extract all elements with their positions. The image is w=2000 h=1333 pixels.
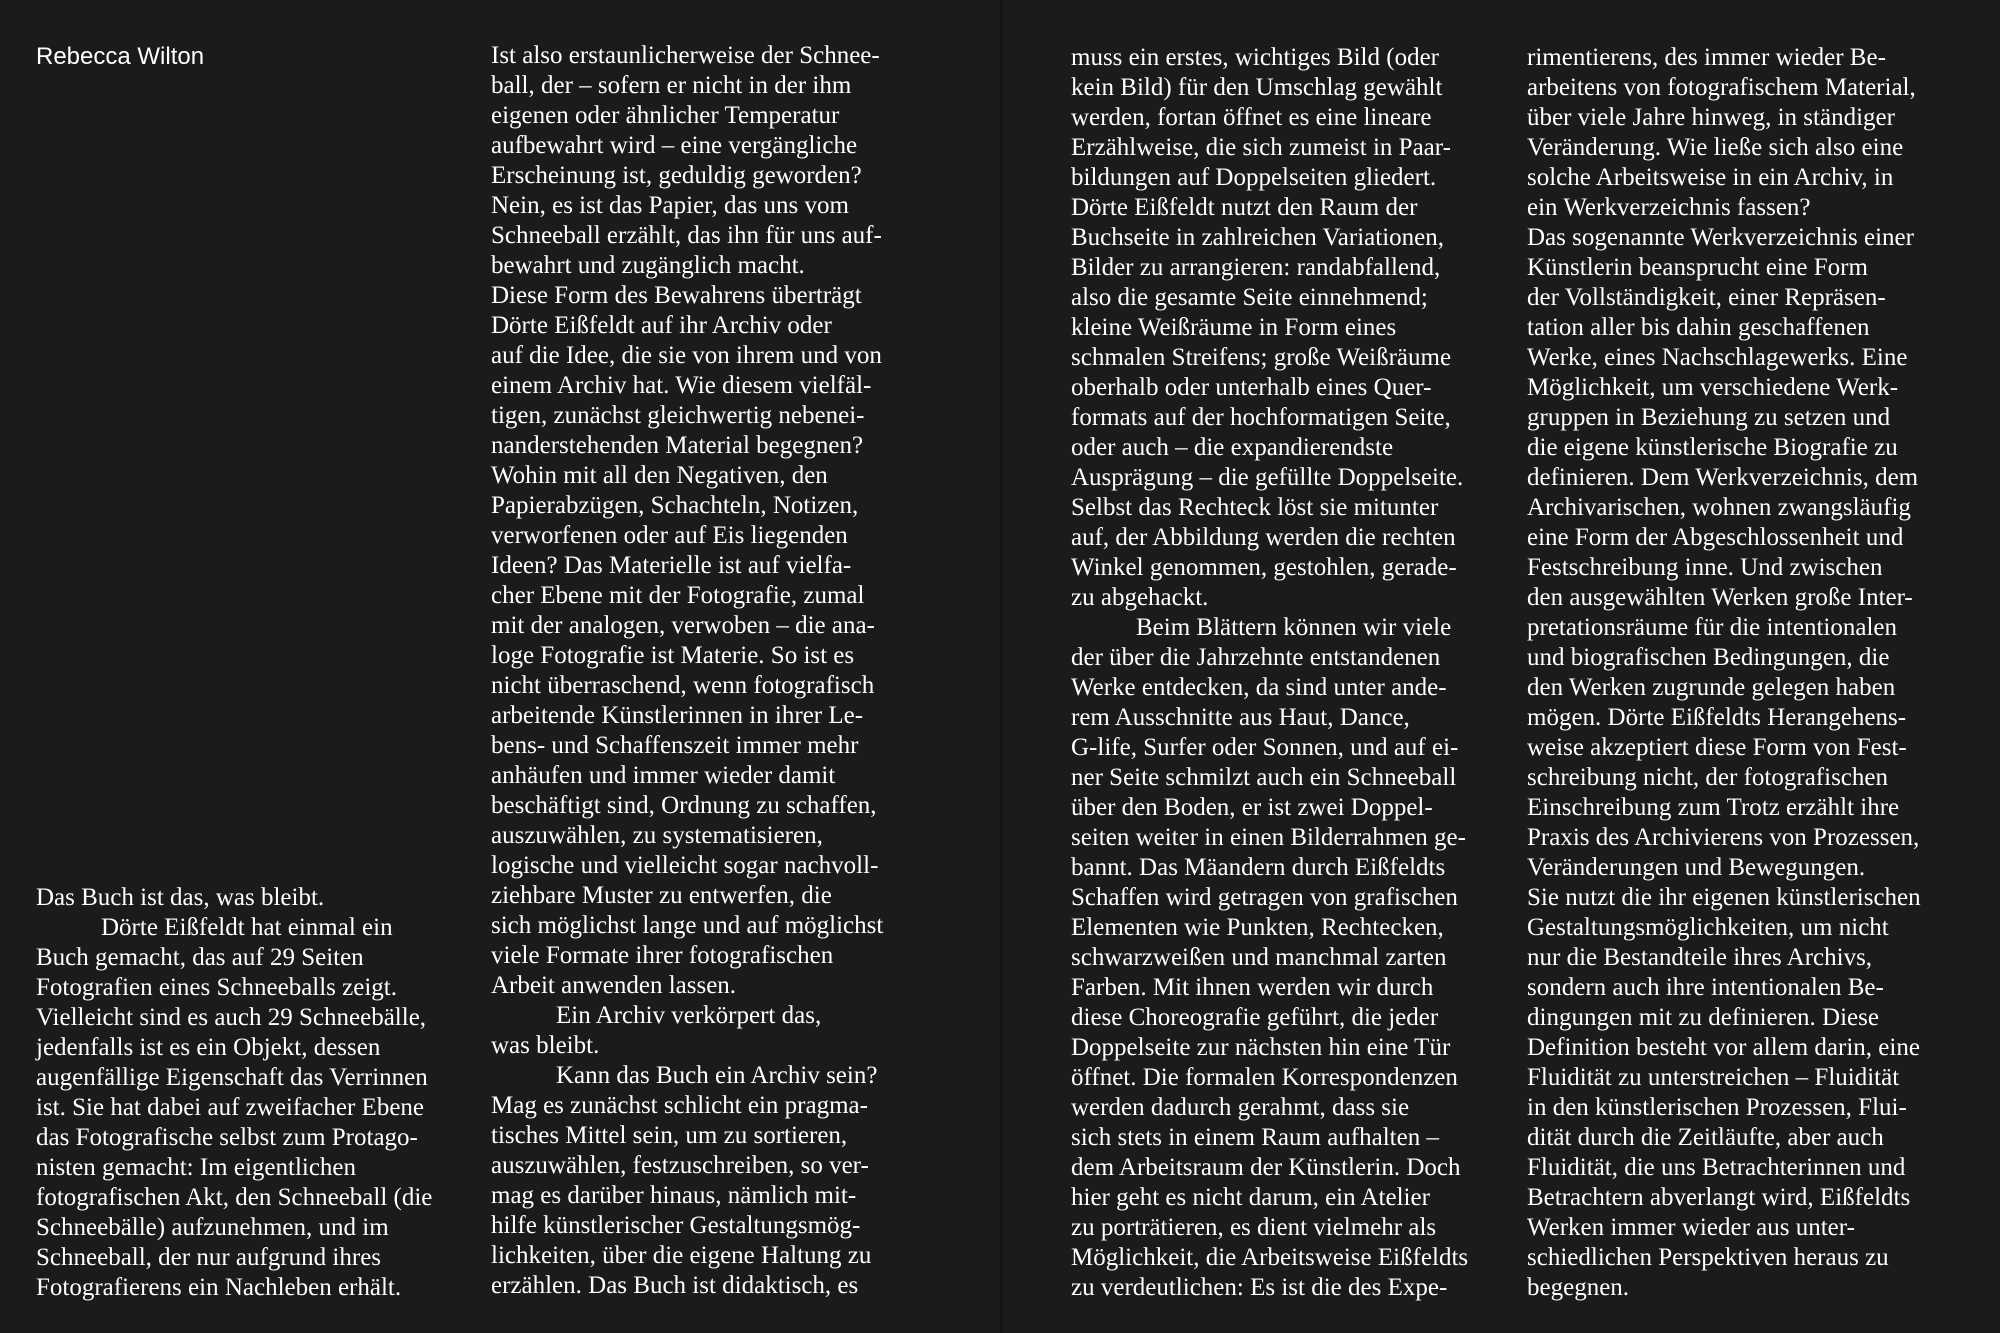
text-line: Schneeball, der nur aufgrund ihres [36,1244,382,1271]
text-line: bannt. Das Mäandern durch Eißfeldts [1071,854,1446,881]
text-line: schwarzweißen und manchmal zarten [1071,944,1447,971]
text-line: Nein, es ist das Papier, das uns vom [491,192,849,219]
text-line: viele Formate ihrer fotografischen [491,942,834,969]
text-line: Werke, eines Nachschlagewerks. Eine [1527,344,1908,371]
text-line: hier geht es nicht darum, ein Atelier [1071,1184,1430,1211]
text-line: kein Bild) für den Umschlag gewählt [1071,74,1443,101]
text-line: jedenfalls ist es ein Objekt, dessen [36,1034,381,1061]
text-line: definieren. Dem Werkverzeichnis, dem [1527,464,1919,491]
text-line: sondern auch ihre intentionalen Be- [1527,974,1884,1001]
text-line: den ausgewählten Werken große Inter- [1527,584,1913,611]
text-line: sich stets in einem Raum aufhalten – [1071,1124,1439,1151]
text-line: bildungen auf Doppelseiten gliedert. [1071,164,1437,191]
text-line: arbeitens von fotografischem Material, [1527,74,1916,101]
text-line: weise akzeptiert diese Form von Fest- [1527,734,1907,761]
page-gutter [1000,0,1002,1333]
text-line: lichkeiten, über die eigene Haltung zu [491,1242,872,1269]
text-line: mögen. Dörte Eißfeldts Herangehens- [1527,704,1907,731]
text-line: einem Archiv hat. Wie diesem vielfäl- [491,372,872,399]
text-line: Schneeball erzählt, das ihn für uns auf- [491,222,882,249]
text-line: das Fotografische selbst zum Protago- [36,1124,418,1151]
text-line: Selbst das Rechteck löst sie mitunter [1071,494,1439,521]
text-line: eine Form der Abgeschlossenheit und [1527,524,1904,551]
text-line: dität durch die Zeitläufte, aber auch [1527,1124,1884,1151]
text-line: Winkel genommen, gestohlen, gerade- [1071,554,1457,581]
text-line: Gestaltungsmöglichkeiten, um nicht [1527,914,1889,941]
text-line: augenfällige Eigenschaft das Verrinnen [36,1064,428,1091]
text-line: schreibung nicht, der fotografischen [1527,764,1888,791]
text-line: gruppen in Beziehung zu setzen und [1527,404,1891,431]
text-line: Arbeit anwenden lassen. [491,972,737,999]
text-line: Schneebälle) aufzunehmen, und im [36,1214,389,1241]
text-line: Praxis des Archivierens von Prozessen, [1527,824,1920,851]
text-line: bewahrt und zugänglich macht. [491,252,805,279]
text-line: Festschreibung inne. Und zwischen [1527,554,1883,581]
text-line: seiten weiter in einen Bilderrahmen ge- [1071,824,1466,851]
text-line: oberhalb oder unterhalb eines Quer- [1071,374,1432,401]
text-line: Diese Form des Bewahrens überträgt [491,282,862,309]
text-line: der Vollständigkeit, einer Repräsen- [1527,284,1886,311]
text-line: Werke entdecken, da sind unter ande- [1071,674,1447,701]
text-line: logische und vielleicht sogar nachvoll- [491,852,879,879]
text-line: Veränderung. Wie ließe sich also eine [1527,134,1904,161]
text-line: solche Arbeitsweise in ein Archiv, in [1527,164,1894,191]
text-line: sich möglichst lange und auf möglichst [491,912,884,939]
text-line: Ist also erstaunlicherweise der Schnee- [491,42,880,69]
text-line: Mag es zunächst schlicht ein pragma- [491,1092,868,1119]
text-line: Ein Archiv verkörpert das, [556,1002,822,1029]
text-line: Werken immer wieder aus unter- [1527,1214,1855,1241]
text-line: Fluidität zu unterstreichen – Fluidität [1527,1064,1900,1091]
text-line: Künstlerin beansprucht eine Form [1527,254,1868,281]
text-line: Erzählweise, die sich zumeist in Paar- [1071,134,1451,161]
text-line: Fluidität, die uns Betrachterinnen und [1527,1154,1906,1181]
text-line: ball, der – sofern er nicht in der ihm [491,72,852,99]
text-line: rimentierens, des immer wieder Be- [1527,44,1886,71]
text-column-2 [491,41,951,1301]
text-line: dem Arbeitsraum der Künstlerin. Doch [1071,1154,1461,1181]
text-line: hilfe künstlerischer Gestaltungsmög- [491,1212,861,1239]
text-line: werden, fortan öffnet es eine lineare [1071,104,1432,131]
text-line: Elementen wie Punkten, Rechtecken, [1071,914,1444,941]
text-line: anhäufen und immer wieder damit [491,762,836,789]
text-line: zu porträtieren, es dient vielmehr als [1071,1214,1437,1241]
text-line: Papierabzügen, Schachteln, Notizen, [491,492,859,519]
text-column-3 [1071,43,1531,1303]
text-line: Fotografien eines Schneeballs zeigt. [36,974,397,1001]
text-line: Buch gemacht, das auf 29 Seiten [36,944,364,971]
text-line: Veränderungen und Bewegungen. [1527,854,1866,881]
text-line: über viele Jahre hinweg, in ständiger [1527,104,1895,131]
text-line: Archivarischen, wohnen zwangsläufig [1527,494,1911,521]
text-line: werden dadurch gerahmt, dass sie [1071,1094,1410,1121]
text-line: Sie nutzt die ihr eigenen künstlerischen [1527,884,1921,911]
text-line: ner Seite schmilzt auch ein Schneeball [1071,764,1457,791]
text-line: Beim Blättern können wir viele [1136,614,1452,641]
text-line: formats auf der hochformatigen Seite, [1071,404,1451,431]
text-line: pretationsräume für die intentionalen [1527,614,1898,641]
text-line: nanderstehenden Material begegnen? [491,432,864,459]
text-column-4 [1527,43,1987,1303]
text-line: tation aller bis dahin geschaffenen [1527,314,1870,341]
text-line: Das sogenannte Werkverzeichnis einer [1527,224,1914,251]
text-line: Möglichkeit, die Arbeitsweise Eißfeldts [1071,1244,1469,1271]
text-line: zu verdeutlichen: Es ist die des Expe- [1071,1274,1448,1301]
text-line: Das Buch ist das, was bleibt. [36,884,325,911]
text-line: oder auch – die expandierendste [1071,434,1394,461]
text-line: kleine Weißräume in Form eines [1071,314,1397,341]
text-line: diese Choreografie geführt, die jeder [1071,1004,1439,1031]
text-line: und biografischen Bedingungen, die [1527,644,1890,671]
text-line: Ausprägung – die gefüllte Doppelseite. [1071,464,1464,491]
text-line: bens- und Schaffenszeit immer mehr [491,732,859,759]
text-line: schiedlichen Perspektiven heraus zu [1527,1244,1889,1271]
text-column-1 [36,883,476,1303]
text-line: cher Ebene mit der Fotografie, zumal [491,582,865,609]
text-line: den Werken zugrunde gelegen haben [1527,674,1896,701]
text-line: arbeitende Künstlerinnen in ihrer Le- [491,702,864,729]
text-line: begegnen. [1527,1274,1630,1301]
text-line: G-life, Surfer oder Sonnen, und auf ei- [1071,734,1459,761]
text-line: Möglichkeit, um verschiedene Werk- [1527,374,1899,401]
text-line: Schaffen wird getragen von grafischen [1071,884,1458,911]
text-line: öffnet. Die formalen Korrespondenzen [1071,1064,1458,1091]
text-line: Bilder zu arrangieren: randabfallend, [1071,254,1441,281]
text-line: Erscheinung ist, geduldig geworden? [491,162,862,189]
text-line: erzählen. Das Buch ist didaktisch, es [491,1272,859,1299]
text-line: mit der analogen, verwoben – die ana- [491,612,875,639]
text-line: muss ein erstes, wichtiges Bild (oder [1071,44,1439,71]
text-line: beschäftigt sind, Ordnung zu schaffen, [491,792,877,819]
text-line: mag es darüber hinaus, nämlich mit- [491,1182,857,1209]
text-line: über den Boden, er ist zwei Doppel- [1071,794,1433,821]
author-name: Rebecca Wilton [36,43,205,70]
text-line: Definition besteht vor allem darin, eine [1527,1034,1920,1061]
text-line: Einschreibung zum Trotz erzählt ihre [1527,794,1900,821]
text-line: ist. Sie hat dabei auf zweifacher Ebene [36,1094,425,1121]
text-line: Doppelseite zur nächsten hin eine Tür [1071,1034,1451,1061]
text-line: nur die Bestandteile ihres Archivs, [1527,944,1873,971]
text-line: fotografischen Akt, den Schneeball (die [36,1184,433,1211]
text-line: Kann das Buch ein Archiv sein? [556,1062,878,1089]
text-line: die eigene künstlerische Biografie zu [1527,434,1898,461]
text-line: nisten gemacht: Im eigentlichen [36,1154,357,1181]
text-line: in den künstlerischen Prozessen, Flui- [1527,1094,1907,1121]
text-line: schmalen Streifens; große Weißräume [1071,344,1452,371]
text-line: ein Werkverzeichnis fassen? [1527,194,1811,221]
text-line: auszuwählen, festzuschreiben, so ver- [491,1152,869,1179]
text-line: ziehbare Muster zu entwerfen, die [491,882,832,909]
text-line: Dörte Eißfeldt nutzt den Raum der [1071,194,1418,221]
text-line: Dörte Eißfeldt hat einmal ein [101,914,393,941]
text-line: eigenen oder ähnlicher Temperatur [491,102,840,129]
text-line: dingungen mit zu definieren. Diese [1527,1004,1879,1031]
text-line: tisches Mittel sein, um zu sortieren, [491,1122,848,1149]
text-line: Betrachtern abverlangt wird, Eißfeldts [1527,1184,1911,1211]
text-line: Vielleicht sind es auch 29 Schneebälle, [36,1004,427,1031]
text-line: Fotografierens ein Nachleben erhält. [36,1274,402,1301]
text-line: also die gesamte Seite einnehmend; [1071,284,1428,311]
text-line: Dörte Eißfeldt auf ihr Archiv oder [491,312,832,339]
text-line: rem Ausschnitte aus Haut, Dance, [1071,704,1410,731]
text-line: auf die Idee, die sie von ihrem und von [491,342,882,369]
text-line: Wohin mit all den Negativen, den [491,462,828,489]
text-line: Buchseite in zahlreichen Variationen, [1071,224,1445,251]
text-line: Farben. Mit ihnen werden wir durch [1071,974,1434,1001]
text-line: loge Fotografie ist Materie. So ist es [491,642,855,669]
text-line: was bleibt. [491,1032,600,1059]
text-line: zu abgehackt. [1071,584,1209,611]
text-line: aufbewahrt wird – eine vergängliche [491,132,858,159]
text-line: auszuwählen, zu systematisieren, [491,822,823,849]
text-line: Ideen? Das Materielle ist auf vielfa- [491,552,852,579]
text-line: nicht überraschend, wenn fotografisch [491,672,875,699]
text-line: verworfenen oder auf Eis liegenden [491,522,848,549]
text-line: auf, der Abbildung werden die rechten [1071,524,1456,551]
text-line: der über die Jahrzehnte entstandenen [1071,644,1441,671]
text-line: tigen, zunächst gleichwertig nebenei- [491,402,865,429]
